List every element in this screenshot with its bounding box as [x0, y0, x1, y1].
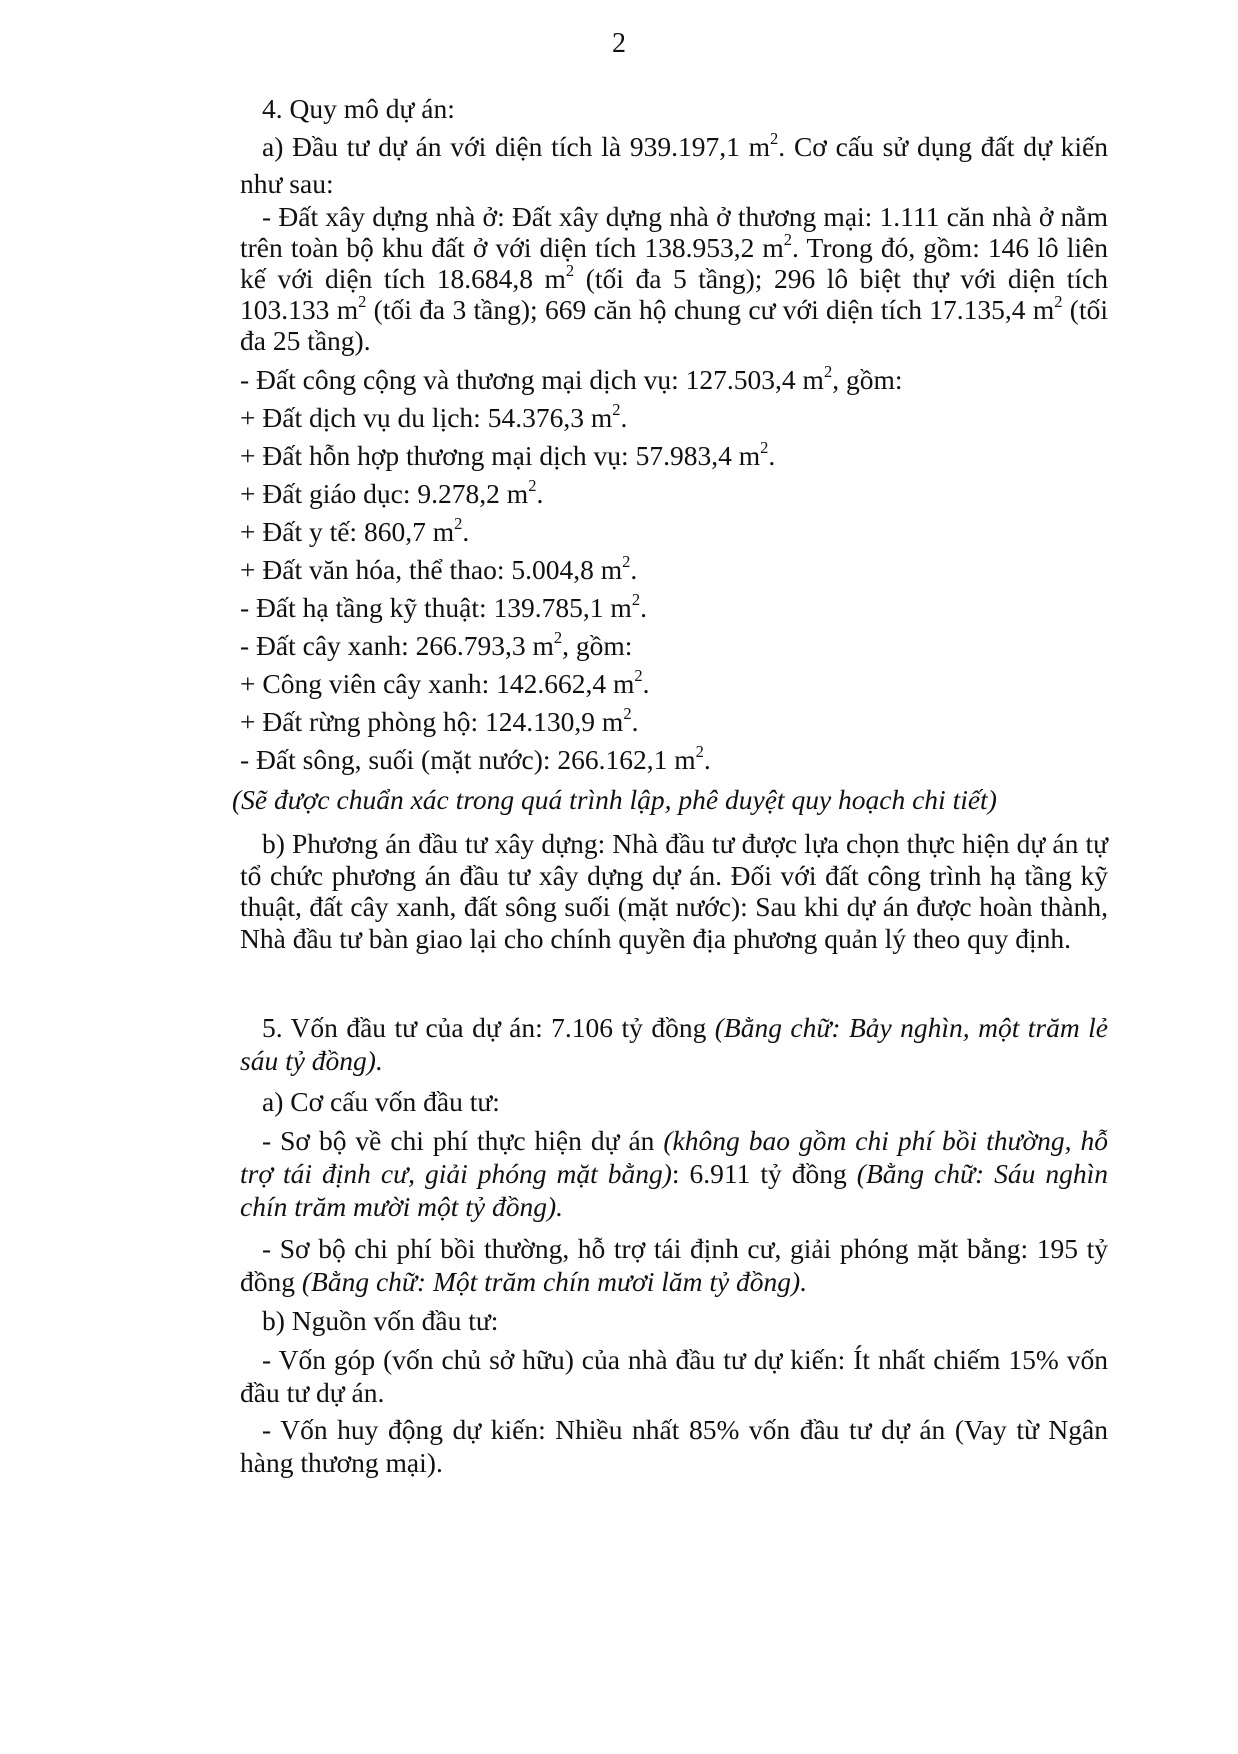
tourism-land-item: + Đất dịch vụ du lịch: 54.376,3 $m^2$.: [240, 400, 628, 433]
housing-paragraph: - Đất xây dựng nhà ở: Đất xây dựng nhà ở thương mại: 1.111 căn nhà ở nằm trên toàn bộ khu đất ở với diện tích 138.953,2 $m^2$. Trong đó, gồm: 146 lô liên kế với diện tích 18.684,8 $m^2$ (tối đa 5 tầng); 296 lô biệt thự với diện tích 103.133 $m^2$ (tối đa 3 tầng); 669 căn hộ chung cư với diện tích 17.135,4 $m^2$ (tối đa 25 tầng).: [240, 201, 1108, 356]
loan-paragraph: - Vốn huy động dự kiến: Nhiều nhất 85% vốn đầu tư dự án (Vay từ Ngân hàng thương mại).: [240, 1414, 1108, 1478]
public-land-item: - Đất công cộng và thương mại dịch vụ: 127.503,4 $m^2$, gồm:: [240, 362, 903, 395]
investment-plan-paragraph: b) Phương án đầu tư xây dựng: Nhà đầu tư được lựa chọn thực hiện dự án tự tổ chức phương án đầu tư xây dựng dự án. Đối với đất công trình hạ tầng kỹ thuật, đất cây xanh, đất sông suối (mặt nước): Sau khi dự án được hoàn thành, Nhà đầu tư bàn giao lại cho chính quyền địa phương quản lý theo quy định.: [240, 828, 1108, 954]
section-4-heading: 4. Quy mô dự án:: [262, 93, 455, 124]
compensation-cost-paragraph: - Sơ bộ chi phí bồi thường, hỗ trợ tái định cư, giải phóng mặt bằng: 195 tỷ đồng (Bằng chữ: Một trăm chín mươi lăm tỷ đồng).: [240, 1233, 1108, 1297]
culture-land-item: + Đất văn hóa, thể thao: 5.004,8 $m^2$.: [240, 552, 638, 585]
planning-note: (Sẽ được chuẩn xác trong quá trình lập, phê duyệt quy hoạch chi tiết): [232, 784, 997, 815]
park-land-item: + Công viên cây xanh: 142.662,4 $m^2$.: [240, 666, 650, 699]
infrastructure-land-item: - Đất hạ tầng kỹ thuật: 139.785,1 $m^2$.: [240, 590, 647, 623]
capital-structure-title: a) Cơ cấu vốn đầu tư:: [262, 1086, 500, 1117]
river-land-item: - Đất sông, suối (mặt nước): 266.162,1 $m^2$.: [240, 742, 711, 775]
page-number: 2: [612, 28, 626, 59]
project-cost-paragraph: - Sơ bộ về chi phí thực hiện dự án (không bao gồm chi phí bồi thường, hỗ trợ tái định cư, giải phóng mặt bằng): 6.911 tỷ đồng (Bằng chữ: Sáu nghìn chín trăm mười một tỷ đồng).: [240, 1125, 1108, 1222]
equity-paragraph: - Vốn góp (vốn chủ sở hữu) của nhà đầu tư dự kiến: Ít nhất chiếm 15% vốn đầu tư dự án.: [240, 1344, 1108, 1408]
mixed-land-item: + Đất hỗn hợp thương mại dịch vụ: 57.983,4 $m^2$.: [240, 438, 776, 471]
section-5-heading: 5. Vốn đầu tư của dự án: 7.106 tỷ đồng (Bằng chữ: Bảy nghìn, một trăm lẻ sáu tỷ đồng).: [240, 1012, 1109, 1076]
forest-land-item: + Đất rừng phòng hộ: 124.130,9 $m^2$.: [240, 704, 639, 737]
green-land-item: - Đất cây xanh: 266.793,3 $m^2$, gồm:: [240, 628, 633, 661]
health-land-item: + Đất y tế: 860,7 $m^2$.: [240, 514, 470, 547]
section-4a-intro: a) Đầu tư dự án với diện tích là 939.197,1 $m^2$. Cơ cấu sử dụng đất dự kiến như sau:: [240, 129, 1108, 199]
capital-source-title: b) Nguồn vốn đầu tư:: [262, 1305, 499, 1336]
education-land-item: + Đất giáo dục: 9.278,2 $m^2$.: [240, 476, 544, 509]
